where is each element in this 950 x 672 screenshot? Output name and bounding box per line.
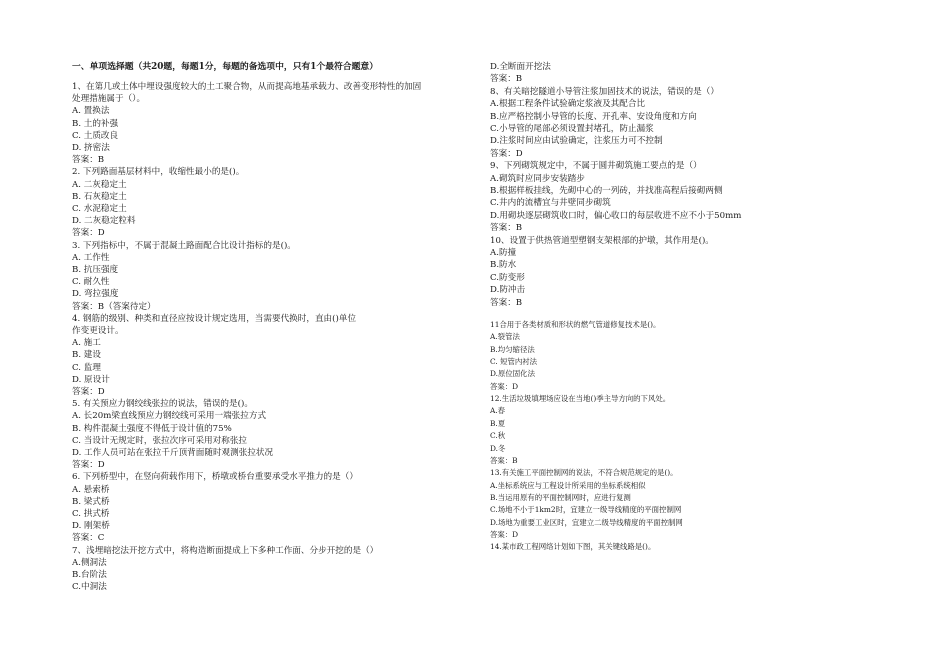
answer-line: 答案：B [490, 297, 523, 308]
question-line: C.中洞法 [72, 582, 107, 593]
question-line: 14.某市政工程网络计划如下图，其关键线路是()。 [490, 542, 656, 552]
question-line: D.场地为重要工业区时，宜建立二级导线精度的平面控制网 [490, 517, 683, 527]
question-line: B. 建设 [72, 350, 101, 361]
question-line: A.砌筑时应同步安装踏步 [490, 173, 585, 184]
answer-line: 答案：D [72, 228, 105, 239]
question-line: C.小导管的尾部必须设置封堵孔，防止漏浆 [490, 124, 654, 134]
question-line: D. 二灰稳定粒料 [72, 216, 136, 227]
answer-line: 答案：B [490, 455, 518, 465]
question-line: 4. 钢筋的级别、种类和直径应按设计规定选用，当需要代换时，直由()单位 [72, 313, 357, 324]
answer-line: 答案：D [490, 529, 519, 539]
question-line: C.秋 [490, 431, 506, 441]
answer-line: 答案：B [490, 74, 523, 85]
question-line: 1、在第几或土体中埋设强度较大的土工聚合物，从而提高地基承载力、改善变形特性的加固 [72, 82, 422, 92]
question-line: 3. 下列指标中，不属于混凝土路面配合比设计指标的是()。 [72, 240, 296, 251]
question-line: A. 施工 [72, 338, 101, 349]
question-line: B.当运用原有的平面控制网时，应进行复测 [490, 492, 631, 502]
question-line: C. 水泥稳定土 [72, 204, 127, 214]
question-line: C. 短管内衬法 [490, 357, 538, 367]
question-line: D.原位固化法 [490, 369, 535, 379]
question-line: B.均匀缩径法 [490, 344, 535, 354]
question-line: D. 挤密法 [72, 143, 110, 153]
question-line: A.侧洞法 [72, 557, 107, 568]
question-line: C.井内的流槽宜与井壁同步砌筑 [490, 198, 611, 209]
question-line: D.防冲击 [490, 285, 526, 296]
question-line: 13.有关施工平面控制网的说法，不符合规范规定的是()。 [490, 468, 678, 478]
question-line: B. 构件混凝土强度不得低于设计值的75% [72, 423, 232, 434]
question-line: 7、浅埋暗挖法开挖方式中，将构造断面提成上下多种工作面、分步开挖的是（） [72, 545, 379, 556]
question-line: A.防撞 [490, 248, 517, 258]
question-line: C. 耐久性 [72, 277, 110, 288]
question-line: B.夏 [490, 418, 506, 428]
question-line: A. 工作性 [72, 252, 110, 263]
question-line: 11合用于各类材质和形状的燃气管道修复技术是()。 [490, 320, 661, 329]
question-line: C. 监理 [72, 362, 101, 373]
question-line: B. 石灰稳定土 [72, 191, 127, 202]
question-line: A.春 [490, 406, 506, 416]
question-line: A. 悬索桥 [72, 484, 110, 495]
section-heading: 一、单项选择题（共20题，每题1分，每题的备选项中，只有1个最符合题意） [72, 62, 378, 72]
question-line: 10、设置于供热管道型塑钢支架根部的护墩，其作用是()。 [490, 235, 714, 246]
question-line: B.根据样板挂线，先砌中心的一列砖，并找准高程后接砌两侧 [490, 186, 723, 196]
question-line: 6. 下列桥型中，在竖向荷载作用下，桥墩或桥台重要承受水平推力的是（） [72, 472, 358, 483]
question-line: D.注浆时间应由试验确定，注浆压力可不控制 [490, 136, 663, 147]
question-line: D. 工作人员可站在张拉千斤顶背面随时观测张拉状况 [72, 448, 274, 458]
question-line: 9、下列砌筑规定中，不属于圆井砌筑施工要点的是（） [490, 161, 702, 172]
answer-line: 答案：D [72, 387, 105, 397]
answer-line: 答案：D [490, 381, 519, 391]
question-line: 5. 有关预应力钢绞线张拉的说法，错误的是()。 [72, 399, 253, 410]
answer-line: 答案：C [72, 533, 105, 544]
question-line: D.冬 [490, 443, 506, 453]
answer-line: 答案：B（答案待定） [72, 301, 156, 312]
question-line: C.场地不小于1km2时，宜建立一级导线精度的平面控制网 [490, 505, 682, 515]
answer-line: 答案：D [490, 148, 523, 159]
question-line: B. 抗压强度 [72, 265, 119, 275]
question-line: 作变更设计。 [72, 326, 124, 336]
question-line: 12.生活垃圾填埋场应设在当地()季主导方向的下风处。 [490, 394, 671, 404]
question-line: C. 土质改良 [72, 130, 119, 141]
question-line: C.防变形 [490, 272, 525, 283]
question-line: 8、有关暗挖隧道小导管注浆加固技术的说法，错误的是（） [490, 86, 719, 97]
question-line: B. 梁式桥 [72, 496, 110, 507]
question-line: A. 二灰稳定土 [72, 179, 127, 190]
question-line: A.根据工程条件试验确定浆液及其配合比 [490, 99, 646, 110]
question-line: A. 置换法 [72, 106, 110, 117]
question-line: 2. 下列路面基层材料中，收缩性最小的是()。 [72, 167, 245, 178]
question-line: B.应严格控制小导管的长度、开孔率、安设角度和方向 [490, 111, 697, 122]
question-line: B.防水 [490, 260, 517, 271]
question-line: D.全断面开挖法 [490, 62, 551, 72]
question-line: D. 原设计 [72, 374, 110, 385]
question-line: B.台阶法 [72, 570, 107, 580]
answer-line: 答案：B [490, 223, 523, 234]
question-line: A.坐标系统应与工程设计所采用的坐标系统相似 [490, 480, 646, 490]
question-line: D. 刚架桥 [72, 521, 110, 532]
question-line: A.裂管法 [490, 332, 520, 342]
question-line: C. 当设计无规定时，张拉次序可采用对称张拉 [72, 435, 248, 446]
question-line: A. 长20m梁直线预应力钢绞线可采用一端张拉方式 [72, 411, 267, 422]
question-line: B. 土的补强 [72, 118, 119, 129]
question-line: 处理措施属于（）。 [72, 94, 146, 105]
question-line: D.用砌块逐层砌筑收口时，偏心收口的每层收进不应不小于50mm [490, 210, 742, 221]
answer-line: 答案：B [72, 155, 105, 166]
answer-line: 答案：D [72, 460, 105, 471]
question-line: C. 拱式桥 [72, 509, 110, 519]
question-line: D. 弯拉强度 [72, 289, 119, 300]
